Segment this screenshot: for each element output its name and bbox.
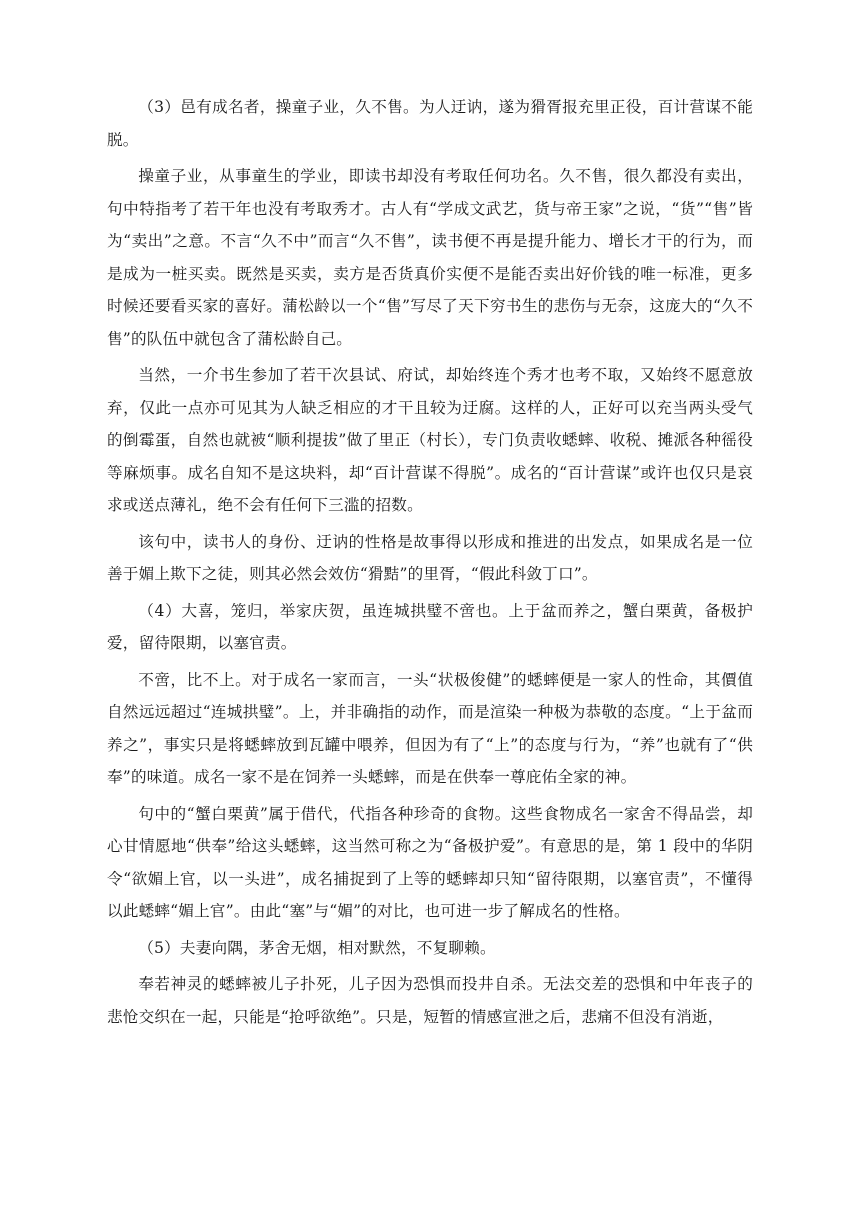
body-paragraph: 句中的“蟹白栗黄”属于借代，代指各种珍奇的食物。这些食物成名一家舍不得品尝，却心甘情愿地“供奉”给这头蟋蟀，这当然可称之为“备极护爱”。有意思的是，第 1 段中的华阴令“欲媚上官，以一头进”，成名捕捉到了上等的蟋蟀却只知“留待限期，以塞官责”，不懂得以此蟋蟀“媚上官”。由此“塞”与“媚”的对比，也可进一步了解成名的性格。	[107, 804, 753, 920]
quote-paragraph-3: （3）邑有成名者，操童子业，久不售。为人迂讷，遂为猾胥报充里正役，百计营谋不能脱。	[107, 98, 753, 149]
body-paragraph: 该句中，读书人的身份、迂讷的性格是故事得以形成和推进的出发点，如果成名是一位善于媚上欺下之徒，则其必然会效仿“猾黠”的里胥，“假此科敛丁口”。	[107, 532, 753, 583]
quote-paragraph-5: （5）夫妻向隅，茅舍无烟，相对默然，不复聊赖。	[138, 938, 496, 957]
quote-paragraph-4: （4）大喜，笼归，举家庆贺，虽连城拱璧不啻也。上于盆而养之，蟹白栗黄，备极护爱，留待限期，以塞官责。	[107, 601, 753, 652]
body-paragraph: 奉若神灵的蟋蟀被儿子扑死，儿子因为恐惧而投井自杀。无法交差的恐惧和中年丧子的悲怆交织在一起，只能是“抢呼欲绝”。只是，短暂的情感宣泄之后，悲痛不但没有消逝，	[107, 975, 753, 1026]
body-paragraph: 当然，一介书生参加了若干次县试、府试，却始终连个秀才也考不取，又始终不愿意放弃，仅此一点亦可见其为人缺乏相应的才干且较为迂腐。这样的人，正好可以充当两头受气的倒霉蛋，自然也就被“顺利提拔”做了里正（村长），专门负责收蟋蟀、收税、摊派各种徭役等麻烦事。成名自知不是这块料，却“百计营谋不得脱”。成名的“百计营谋”或许也仅只是哀求或送点薄礼，绝不会有任何下三滥的招数。	[107, 366, 753, 514]
body-paragraph: 不啻，比不上。对于成名一家而言，一头“状极俊健”的蟋蟀便是一家人的性命，其價值自然远远超过“连城拱璧”。上，并非确指的动作，而是渲染一种极为恭敬的态度。“上于盆而养之”，事实只是将蟋蟀放到瓦罐中喂养，但因为有了“上”的态度与行为，“养”也就有了“供奉”的味道。成名一家不是在饲养一头蟋蟀，而是在供奉一尊庇佑全家的神。	[107, 670, 753, 786]
body-paragraph: 操童子业，从事童生的学业，即读书却没有考取任何功名。久不售，很久都没有卖出，句中特指考了若干年也没有考取秀才。古人有“学成文武艺，货与帝王家”之说，“货”“售”皆为“卖出”之意。不言“久不中”而言“久不售”，读书便不再是提升能力、增长才干的行为，而是成为一桩买卖。既然是买卖，卖方是否货真价实便不是能否卖出好价钱的唯一标准，更多时候还要看买家的喜好。蒲松龄以一个“售”写尽了天下穷书生的悲伤与无奈，这庞大的“久不售”的队伍中就包含了蒲松龄自己。	[107, 167, 753, 348]
document-page	[107, 91, 753, 1037]
